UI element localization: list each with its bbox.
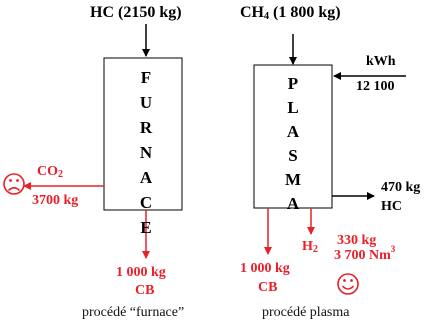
- h2-volume-superscript: 3: [390, 244, 396, 254]
- plasma-letter: A: [286, 194, 300, 213]
- furnace-cb-mass: 1 000 kg: [116, 265, 166, 280]
- happy-face-icon: [338, 274, 358, 294]
- plasma-energy-unit: kWh: [366, 54, 396, 69]
- sad-face-icon: [4, 174, 24, 194]
- ch4-mass-text: (1 800 kg): [269, 4, 341, 21]
- plasma-input-label: [240, 5, 341, 21]
- plasma-letter: P: [287, 74, 299, 93]
- plasma-caption: procédé plasma: [262, 305, 350, 320]
- plasma-hc-mass: 470 kg: [381, 180, 421, 195]
- ch-text: CH: [240, 4, 264, 21]
- furnace-cb-label: CB: [135, 283, 155, 298]
- plasma-letter: L: [287, 98, 299, 117]
- furnace-letter: F: [140, 68, 152, 87]
- plasma-h2-label: [302, 240, 318, 254]
- plasma-letter: M: [284, 170, 302, 189]
- furnace-letter: C: [139, 193, 153, 212]
- plasma-h2-mass: 330 kg: [337, 233, 377, 248]
- furnace-letter: R: [139, 118, 153, 137]
- plasma-cb-label: CB: [258, 280, 278, 295]
- furnace-letter: N: [139, 143, 153, 162]
- co2-subscript: 2: [58, 169, 63, 180]
- plasma-letter: A: [286, 122, 300, 141]
- plasma-h2-volume: [334, 244, 396, 263]
- furnace-input-label: HC (2150 kg): [90, 4, 182, 21]
- plasma-letters: [281, 75, 305, 219]
- furnace-letter: A: [139, 168, 153, 187]
- h2-volume-text: 3 700 Nm: [334, 248, 391, 263]
- co2-text: CO: [37, 164, 58, 179]
- plasma-hc-label: HC: [381, 199, 402, 214]
- plasma-letter: S: [288, 146, 298, 165]
- furnace-letter: E: [140, 218, 152, 237]
- furnace-letter: U: [139, 93, 153, 112]
- h2-text: H: [302, 239, 313, 254]
- furnace-co2-mass: 3700 kg: [32, 193, 79, 208]
- furnace-co2-label: [37, 165, 63, 179]
- plasma-energy-value: 12 100: [356, 79, 395, 94]
- h2-subscript: 2: [312, 244, 318, 255]
- plasma-cb-mass: 1 000 kg: [240, 261, 290, 276]
- furnace-caption: procédé “furnace”: [82, 305, 185, 320]
- furnace-letters: [134, 69, 158, 244]
- ch4-subscript: 4: [264, 11, 269, 22]
